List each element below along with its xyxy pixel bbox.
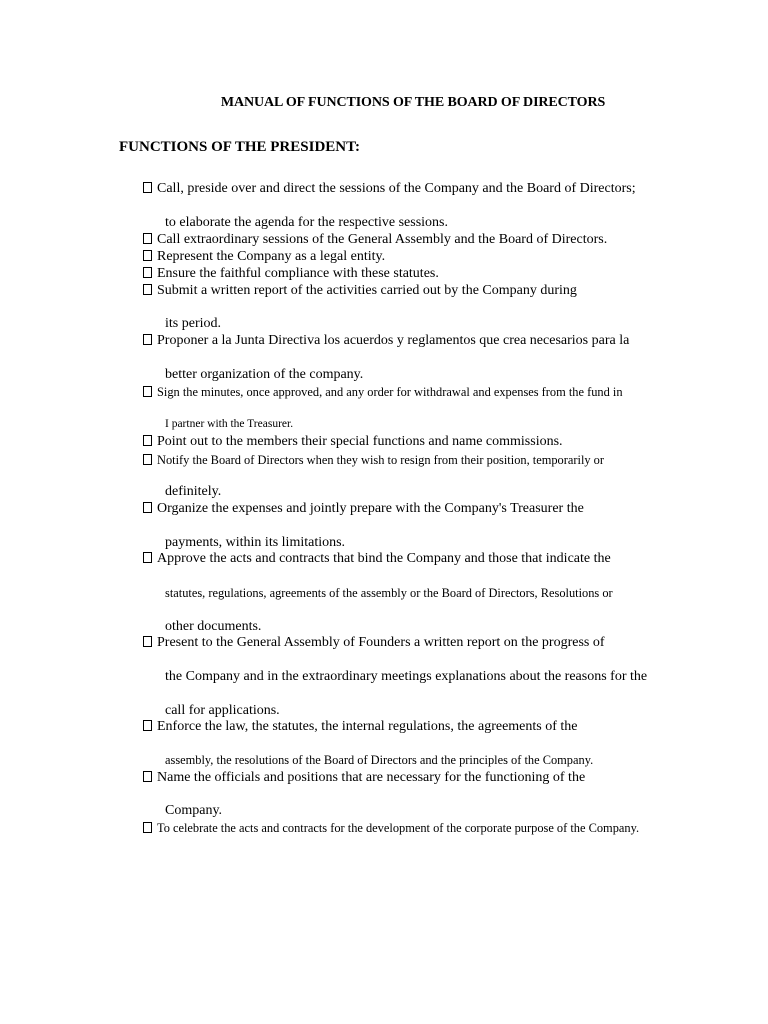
bullet-box-icon <box>143 386 152 397</box>
list-item-continuation: better organization of the company. <box>165 367 364 382</box>
list-item: Proponer a la Junta Directiva los acuerdos y reglamentos que crea necesarios para la <box>143 333 629 349</box>
list-item-continuation: to elaborate the agenda for the respective sessions. <box>165 215 449 230</box>
list-item: Represent the Company as a legal entity. <box>143 249 385 265</box>
list-item: To celebrate the acts and contracts for the development of the corporate purpose of the Company. <box>143 820 639 836</box>
list-item-continuation: other documents. <box>165 619 262 634</box>
list-item-continuation: statutes, regulations, agreements of the assembly or the Board of Directors, Resolutions or <box>165 586 613 600</box>
list-item-continuation: payments, within its limitations. <box>165 535 346 550</box>
bullet-box-icon <box>143 454 152 465</box>
list-item: Organize the expenses and jointly prepare with the Company's Treasurer the <box>143 501 584 517</box>
list-item: Approve the acts and contracts that bind the Company and those that indicate the <box>143 551 611 567</box>
list-item: Ensure the faithful compliance with these statutes. <box>143 266 439 282</box>
bullet-box-icon <box>143 636 152 647</box>
bullet-box-icon <box>143 502 152 513</box>
list-item: Sign the minutes, once approved, and any order for withdrawal and expenses from the fund in <box>143 384 623 400</box>
bullet-box-icon <box>143 771 152 782</box>
bullet-box-icon <box>143 822 152 833</box>
list-item: Submit a written report of the activities carried out by the Company during <box>143 283 577 299</box>
list-item-continuation: its period. <box>165 316 221 331</box>
bullet-box-icon <box>143 250 152 261</box>
bullet-box-icon <box>143 435 152 446</box>
list-item: Point out to the members their special functions and name commissions. <box>143 434 563 450</box>
list-item: Name the officials and positions that are necessary for the functioning of the <box>143 770 585 786</box>
list-item: Call extraordinary sessions of the General Assembly and the Board of Directors. <box>143 232 607 248</box>
list-item: Enforce the law, the statutes, the internal regulations, the agreements of the <box>143 719 578 735</box>
list-item: Present to the General Assembly of Founders a written report on the progress of <box>143 635 605 651</box>
list-item-continuation: Company. <box>165 803 223 818</box>
document-title: MANUAL OF FUNCTIONS OF THE BOARD OF DIRECTORS <box>220 95 606 110</box>
section-heading: FUNCTIONS OF THE PRESIDENT: <box>119 139 361 155</box>
bullet-box-icon <box>143 552 152 563</box>
bullet-box-icon <box>143 182 152 193</box>
list-item-continuation: call for applications. <box>165 703 280 718</box>
bullet-box-icon <box>143 267 152 278</box>
bullet-box-icon <box>143 284 152 295</box>
list-item: Notify the Board of Directors when they wish to resign from their position, temporarily or <box>143 452 604 468</box>
list-item-continuation: definitely. <box>165 484 222 499</box>
list-item-continuation: assembly, the resolutions of the Board of Directors and the principles of the Company. <box>165 753 594 767</box>
list-item-continuation: the Company and in the extraordinary meetings explanations about the reasons for the <box>165 669 648 684</box>
list-item: Call, preside over and direct the sessions of the Company and the Board of Directors; <box>143 181 636 197</box>
bullet-box-icon <box>143 334 152 345</box>
list-item-continuation: I partner with the Treasurer. <box>165 418 294 430</box>
bullet-box-icon <box>143 233 152 244</box>
bullet-box-icon <box>143 720 152 731</box>
